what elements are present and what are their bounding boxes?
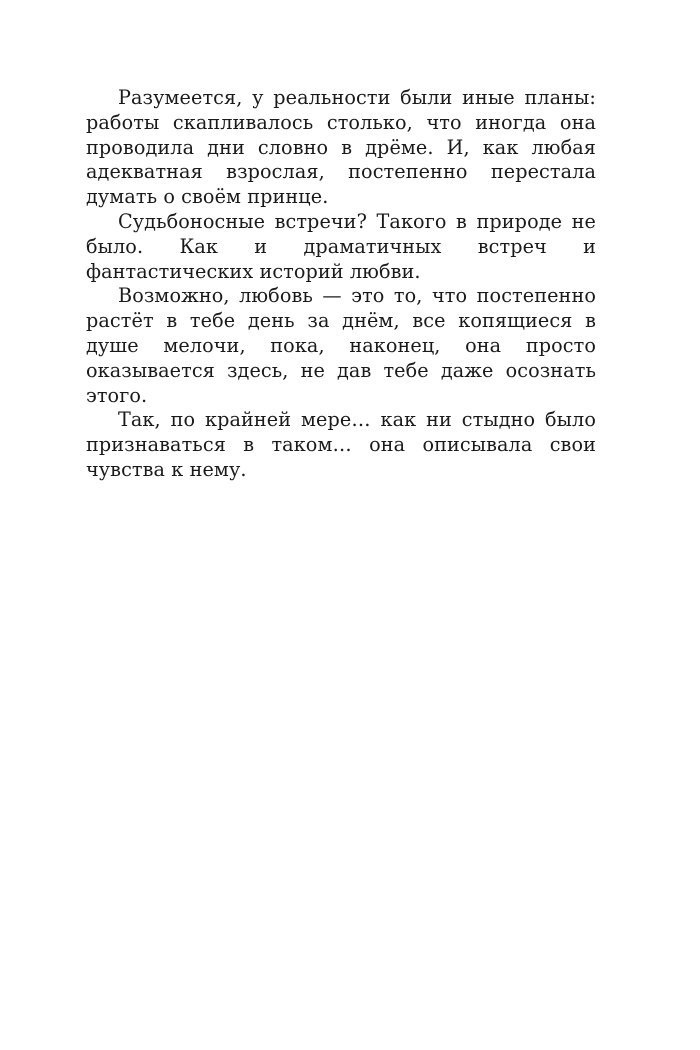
paragraph-1: Разумеется, у реальности были иные планы: работы скапливалось столько, что иногда она проводила дни словно в дрёме. И, как любая адекватная взрослая, постепенно перестала думать о своём принце. — [86, 86, 596, 209]
paragraph-2: Судьбоносные встречи? Такого в природе не было. Как и драматичных встреч и фантастических историй любви. — [86, 209, 596, 283]
page-body — [86, 86, 596, 483]
paragraph-3: Возможно, любовь — это то, что постепенно растёт в тебе день за днём, все копящиеся в душе мелочи, пока, наконец, она просто оказывается здесь, не дав тебе даже осознать этого. — [86, 284, 596, 407]
paragraph-4: Так, по крайней мере… как ни стыдно было признаваться в таком… она описывала свои чувства к нему. — [86, 408, 596, 481]
